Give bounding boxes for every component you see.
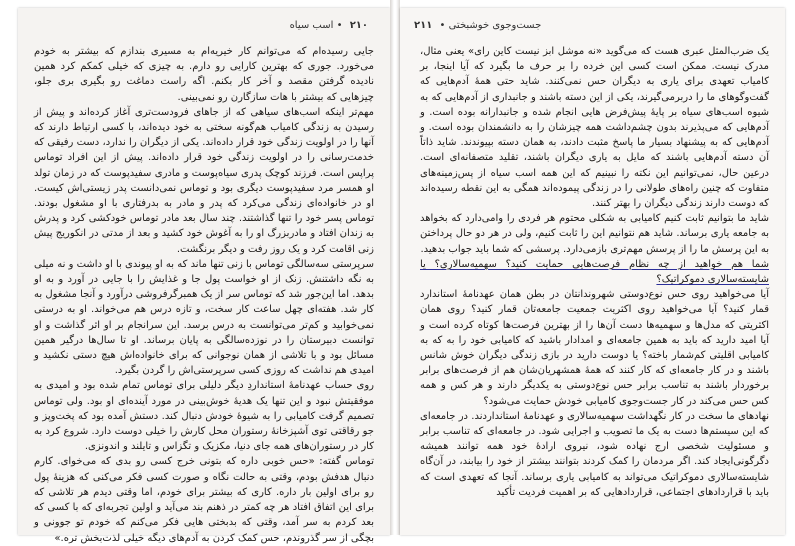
right-page bbox=[400, 8, 785, 535]
right-page-number: ۲۱۱ bbox=[414, 20, 433, 31]
book-gutter bbox=[390, 0, 400, 535]
right-paragraph-2: شاید ما بتوانیم ثابت کنیم کامیابی به شکلی محتوم هر فردی را وامی‌دارد که بخواهد به جامعه یاری برساند. شاید هم نتوانیم این را ثابت کنیم، ولی در هر دو حال پرداختن به این پرسش ما را از پرسش مهم‌تری بازمی‌دارد. پرسشی که شما باید جواب بدهید. bbox=[420, 213, 769, 255]
right-paragraph-5: نهادهای ما سخت در کار نگهداشت سهمیه‌سالاری و عهدنامهٔ استانداردند. در جامعه‌ای که این سیستم‌ها دست به یک ما تصویب و اجرایی شود. در جامعه‌ای که تناسب برابر و مسئولیت شخصی ارج نهاده شود، نیروی ارادهٔ خود همه توانند همیشه دگرگونی‌ایجاد کند. اگر مردمان را کمک کردند بتوانند بیشتر از خود را بیابند، در آن‌گاه شایسته‌سالاری دموکراتیک می‌تواند به کامیابی یاری برساند. آنجا که تعهدی است که باید با قراردادهای اجتماعی، قراردادهایی که بر اهمیت فردیت تأکید bbox=[420, 410, 769, 498]
left-paragraph-2: مهم‌تر اینکه اسب‌های سیاهی که از جاهای فرودست‌تری آغاز کرده‌اند و پیش از رسیدن به زندگی کامیاب هم‌گونه سختی به خود دیده‌اند، با کسی ارتباط دارند که آنها را در اولویت زندگی خود قرار داده‌اند. یکی از دیگران را ندارد، دست رفیقی که خدمت‌رسانی را در اولویت زندگی خود قرار داده‌اند. پیش از این افراد توماس پراپس است. فرزند کوچک پدری سیاه‌پوست و مادری سفیدپوست که در زمان تولد او همسر مرد سفیدپوست دیگری بود و توماس نمی‌دانست پدر زیستی‌اش کیست. او در خانواده‌ای زندگی می‌کرد که پدر و مادر به بدرفتاری با او مشغول بودند. توماس پسر خود را تنها گذاشتند. چند سال بعد مادر توماس خودکشی کرد و پدرش به زندان افتاد و مادربزرگ او را به آغوش خود کشید و بعد از مدتی در انکوریج پیش زنی اقامت کرد و یک روز رفت و دیگر برنگشت. bbox=[34, 106, 374, 255]
left-paragraph-4: روی حساب عهدنامهٔ استانداردِ دیگر دلیلی برای توماس تمام شده بود و امیدی به موفقیتش نبود و این تنها یک هدیهٔ خوش‌بینی در مورد آینده‌ای او بود. ولی توماس تصمیم گرفت کامیابی را به شیوهٔ خودش دنبال کند. دستش آمده بود که پخت‌وپز و جو رقاقتی توی آشپزخانهٔ رستوران محل کارش را خیلی دوست دارد. شروع کرد به کار در رستوران‌های همه جای دنیا، مکزیک و تگزاس و تایلند و اندونزی. bbox=[34, 380, 374, 453]
right-running-head: جست‌وجوی خوشبختی • ۲۱۱ bbox=[414, 20, 542, 31]
left-paragraph-3: سرپرستی سه‌سالگی توماس با زنی تنها ماند که به او پیوندی با او داشت و نه میلی به نگه داشتنش. زنک از او خواست پول جا و غذایش را با جایی در آورد و به او بدهد. اما این‌جور شد که توماس سر از یک همبرگرفروشی درآورد و آنجا مشغول به کار شد. هفته‌ای چهل ساعت کار سخت، و تازه درس هم می‌خواند. او به درستی نمی‌خوابید و کم‌تر می‌توانست به درس برسد. این سرانجام بر او اثر گذاشت و او توانست دبیرستان را در نوزده‌سالگی به پایان برساند. او تا سال‌ها درگیر همین مسائل بود و با تلاشی از همان نوجوانی که برای خانواده‌اش هیچ دستی نکشید و امیدی هم نداشت که روزی کسی سرپرستی‌اش را گردن بگیرد. bbox=[34, 258, 374, 377]
right-running-title: جست‌وجوی خوشبختی bbox=[448, 20, 542, 31]
left-page-number: ۲۱۰ bbox=[349, 20, 368, 31]
left-paragraph-1: جایی رسیده‌ام که می‌توانم کار خیریه‌ام به مسیری بندازم که بیشتر به خودم می‌خورد. جوری که بهترین کارایی رو دارم. به چیزی که خیلی کمکم کرد همین نادیده گرفتن مقصد و آخر کار بکنم. اگه راست دماغت رو بگیری بری جلو، چیزهایی که بیشتر با هات سازگارن رو نمی‌بینی. bbox=[34, 46, 374, 103]
right-paragraph-1: یک ضرب‌المثل عبری هست که می‌گوید «نه موشل ابز نیست کاین رای» یعنی مثال، مدرک نیست. ممکن است کسی این خرده را بر حرف ما بگیرد که آیا اینجا، بر کامیاب تعهدی برای یاری به دیگران حس نمی‌کنند. شاید حتی همهٔ آدم‌هایی که گفت‌وگوهای ما را دربرمی‌گیرند، یکی از این دسته باشند و جانبداری از آدم‌هایی که به شیوه اسب‌های سیاه بر پایهٔ پیش‌فرض هایی انجام شده و جانبدارانه بوده است. و آدم‌هایی که می‌پذیرند بدون چشم‌داشت همه چیزشان را به دانشمندان بوده است. و آدم‌هایی که به پیشنهاد بسیار ما پاسخ مثبت دادند، به همان دسته بپیوندند. شاید ذاتاً آن دسته آدم‌هایی باشند که مایل به یاری دیگران باشند، تقلید متصفانه‌ای است. درعین حال، نمی‌توانیم این نکته را نبینیم که این همه اسب سیاه از پس‌زمینه‌های متفاوت که چنین راه‌های طولانی را در زندگی پیموده‌اند همگی به این نقطه رسیده‌اند که دوست دارند زندگی دیگران را بهتر کنند. bbox=[420, 46, 769, 210]
right-page-body bbox=[420, 44, 769, 500]
left-page-body bbox=[34, 44, 374, 546]
left-running-title: اسب سیاه bbox=[289, 20, 334, 31]
left-paragraph-5: توماس گفته: «حس خوبی داره که بتونی خرج کسی رو بدی که می‌خوای. کارم دنبال هدفش بودم، وقتی به حالت نگاه و صورت کسی فکر می‌کنی که هزینهٔ پول رو برای اولین بار داره. کاری که بیشتر برای خودم، اما وقتی دیدم هر تلاشی که برای این اتفاق افتاد هر چه کمتر در ذهنم بند می‌آید و اولین تجربه‌ای که با کسی که بعد کردم به سر آمد، وقتی که بدبختی هایی فکر می‌کنم که خودم تو جوونی و بچگی از سر گذروندم، حس کمک کردن به آدم‌های دیگه خیلی لذت‌بخش تره.» bbox=[34, 456, 374, 544]
left-page bbox=[18, 8, 390, 544]
right-paragraph-4: آیا می‌خواهید روی حس نوع‌دوستی شهروندانتان در بطن همان عهدنامهٔ استاندارد قمار کنید؟ آیا می‌خواهید روی اکثریت جمعیت جامعه‌تان قمار کنید؟ روی همان اکثریتی که مدل‌ها و سهمیه‌ها دست آن‌ها را از بهترین فرصت‌ها کوتاه کرده است و آیا امید دارید که باید به همین جامعه‌ای و امدادار باشید که کامیابی خود را به که به کامیابی اقلیتی کم‌شمار باخته؟ یا دوست دارید در بازی زندگی دیگران خوش شانس باشند و در کار جامعه‌ای که کار کنند که همهٔ همشهریان‌شان هم از فرصت‌های برابر برخوردار باشند به تناسب برابر حس نوع‌دوستی به یکدیگر دارند و هر کس و همه کس حس می‌کند در کار جست‌وجوی کامیابی خودش حمایت می‌شود؟ bbox=[420, 289, 769, 407]
right-paragraph-3: شما هم خواهید از چه نظام فرصت‌هایی حمایت کنید؟ سهمیه‌سالاری؟ یا شایسته‌سالاری دموکراتیک؟ bbox=[420, 258, 769, 286]
left-running-head: ۲۱۰ • اسب سیاه bbox=[289, 20, 368, 31]
